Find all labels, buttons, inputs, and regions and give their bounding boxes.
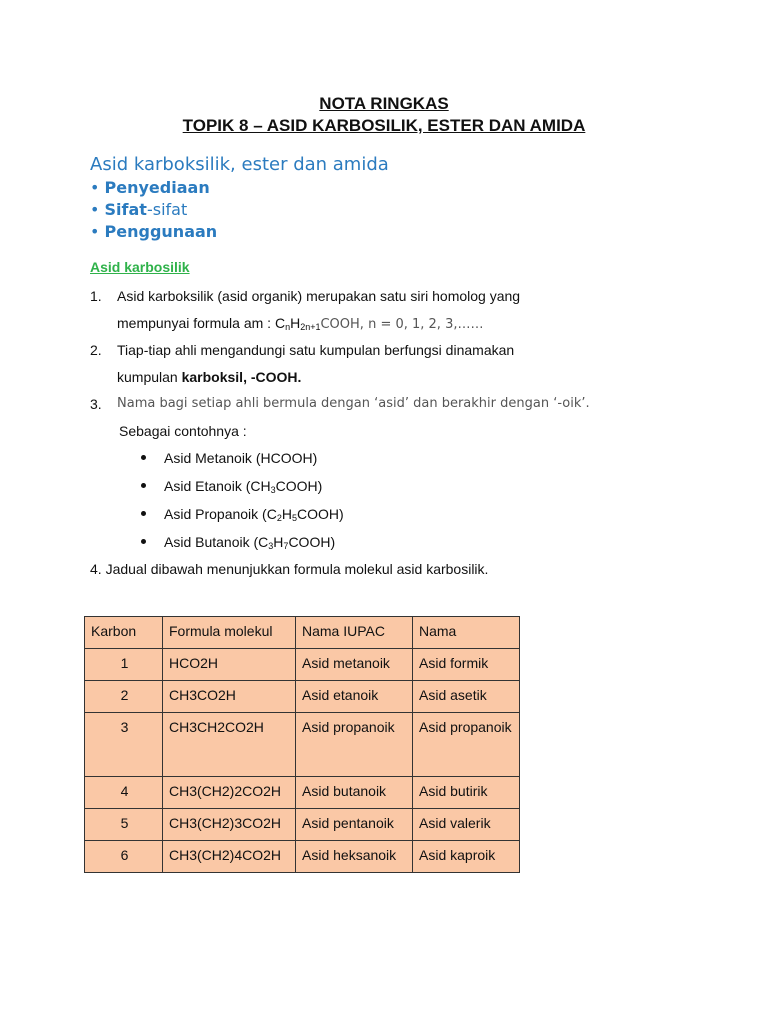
carboxylic-acid-table — [84, 616, 520, 873]
bullet-dot-2 — [141, 483, 146, 488]
table-row — [85, 841, 520, 873]
table-cell-nama: Asid kaproik — [413, 841, 520, 873]
table-cell-iupac: Asid etanoik — [296, 681, 413, 713]
table-cell-iupac: Asid pentanoik — [296, 809, 413, 841]
title-topik: TOPIK 8 – ASID KARBOSILIK, ESTER DAN AMIDA — [182, 116, 586, 135]
table-cell-formula: CH3CO2H — [163, 681, 296, 713]
intro-bullet-2-bold: Sifat — [104, 200, 147, 219]
table-cell-iupac: Asid metanoik — [296, 649, 413, 681]
example-2-pre: Asid Etanoik (CH — [164, 478, 271, 494]
p2-line1: Tiap-tiap ahli mengandungi satu kumpulan berfungsi dinamakan — [117, 342, 515, 358]
table-cell-formula: CH3(CH2)2CO2H — [163, 777, 296, 809]
intro-bullet-3-bold: Penggunaan — [104, 222, 218, 241]
p2-line2-pre: kumpulan — [117, 369, 182, 385]
table-row — [85, 649, 520, 681]
table-cell-nama: Asid valerik — [413, 809, 520, 841]
p1-number: 1. — [90, 288, 102, 304]
table-row — [85, 777, 520, 809]
section-title: Asid karbosilik — [90, 259, 190, 275]
p1-sub-2n1: 2n+1 — [300, 322, 321, 332]
table-row — [85, 713, 520, 777]
example-3-post: COOH) — [296, 506, 344, 522]
p1-h: H — [290, 315, 301, 331]
table-cell-nama: Asid butirik — [413, 777, 520, 809]
example-4-mid: H — [273, 534, 284, 550]
example-4-pre: Asid Butanoik (C — [164, 534, 269, 550]
table-header-row — [85, 617, 520, 649]
p1-line1: Asid karboksilik (asid organik) merupakan satu siri homolog yang — [117, 288, 521, 304]
p3-line2: Sebagai contohnya : — [119, 423, 247, 439]
title-nota-ringkas: NOTA RINGKAS — [319, 94, 449, 113]
table-row — [85, 809, 520, 841]
example-3 — [164, 505, 344, 527]
table-cell-karbon: 5 — [85, 809, 163, 841]
example-3-mid: H — [281, 506, 292, 522]
intro-bullet-2: • Sifat-sifat — [90, 200, 188, 219]
table-cell-nama: Asid formik — [413, 649, 520, 681]
table-cell-nama: Asid propanoik — [413, 713, 520, 777]
p1-line2-post: COOH, n = 0, 1, 2, 3,…… — [320, 317, 484, 332]
p3-line1: Nama bagi setiap ahli bermula dengan ‘asid’ dan berakhir dengan ‘-oik’. — [117, 396, 590, 411]
table-cell-karbon: 3 — [85, 713, 163, 777]
table-cell-formula: HCO2H — [163, 649, 296, 681]
table-cell-nama: Asid asetik — [413, 681, 520, 713]
example-4-sub1: 3 — [268, 541, 274, 551]
p3-number: 3. — [90, 396, 102, 412]
p1-line2 — [117, 314, 483, 336]
bullet-dot-3 — [141, 511, 146, 516]
table-header-nama: Nama — [413, 617, 520, 649]
example-2-post: COOH) — [275, 478, 323, 494]
table-cell-formula: CH3(CH2)3CO2H — [163, 809, 296, 841]
example-2-sub1: 3 — [270, 485, 276, 495]
bullet-dot-4 — [141, 539, 146, 544]
example-1-text: Asid Metanoik (HCOOH) — [164, 450, 318, 466]
intro-heading: Asid karboksilik, ester dan amida — [90, 154, 389, 175]
bullet-dot-1 — [141, 455, 146, 460]
intro-bullet-1: • Penyediaan — [90, 178, 210, 197]
example-3-sub1: 2 — [276, 513, 282, 523]
table-cell-iupac: Asid butanoik — [296, 777, 413, 809]
table-row — [85, 681, 520, 713]
p1-line2-pre: mempunyai formula am : C — [117, 315, 286, 331]
table-cell-karbon: 6 — [85, 841, 163, 873]
p2-number: 2. — [90, 342, 102, 358]
intro-bullet-1-bold: Penyediaan — [104, 178, 210, 197]
table-cell-karbon: 4 — [85, 777, 163, 809]
example-4 — [164, 533, 335, 555]
table-cell-karbon: 2 — [85, 681, 163, 713]
intro-bullet-3: • Penggunaan — [90, 222, 218, 241]
table-cell-formula: CH3(CH2)4CO2H — [163, 841, 296, 873]
table-header-karbon: Karbon — [85, 617, 163, 649]
example-4-post: COOH) — [288, 534, 336, 550]
p4-line: 4. Jadual dibawah menunjukkan formula molekul asid karbosilik. — [90, 561, 489, 577]
p2-line2-bold: karboksil, -COOH. — [181, 369, 302, 385]
table-header-iupac: Nama IUPAC — [296, 617, 413, 649]
intro-bullet-2-rest: -sifat — [146, 200, 188, 219]
example-3-pre: Asid Propanoik (C — [164, 506, 277, 522]
table-cell-formula: CH3CH2CO2H — [163, 713, 296, 777]
p2-line2 — [117, 368, 301, 386]
example-4-sub2: 7 — [283, 541, 289, 551]
table-cell-iupac: Asid propanoik — [296, 713, 413, 777]
example-2 — [164, 477, 322, 499]
example-1 — [164, 449, 317, 467]
table-cell-iupac: Asid heksanoik — [296, 841, 413, 873]
p1-sub-n: n — [285, 322, 291, 332]
table-cell-karbon: 1 — [85, 649, 163, 681]
table-header-formula: Formula molekul — [163, 617, 296, 649]
example-3-sub2: 5 — [291, 513, 297, 523]
